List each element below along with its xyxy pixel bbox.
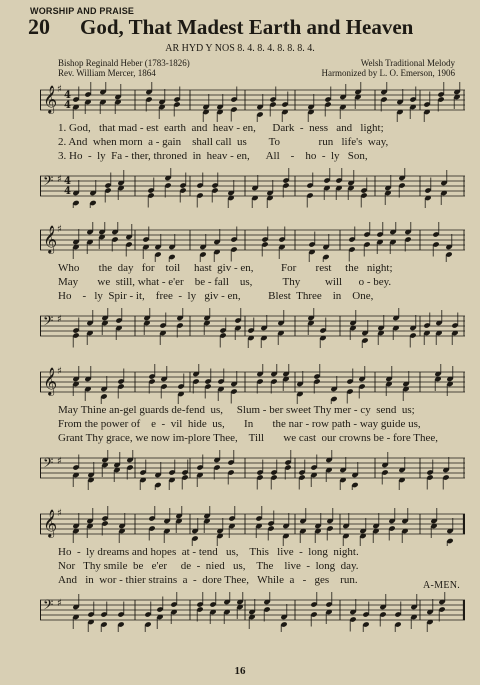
svg-text:4: 4 [64,100,71,111]
svg-text:𝄞: 𝄞 [43,367,58,395]
lyric-line: May Thine an-gel guards de-fend us, Slum - ber sweet Thy mer - cy send us; [58,404,415,416]
svg-text:𝄞: 𝄞 [43,85,58,113]
bass-staff-3 [40,450,465,490]
tune-line: AR HYD Y NOS 8. 4. 8. 4. 8. 8. 8. 4. [165,43,315,54]
lyric-line: Who the day for toil hast giv - en, For rest the night; [58,262,393,274]
svg-text:𝄞: 𝄞 [43,509,58,537]
lyric-line: Nor Thy smile be e'er de - nied us, The live - long day. [58,560,359,572]
svg-text:♯: ♯ [57,366,62,377]
translator-credit: Rev. William Mercer, 1864 [58,68,156,78]
svg-text:𝄢: 𝄢 [43,455,54,474]
treble-staff-2 [40,222,465,262]
lyric-line: 3. Ho - ly Fa - ther, throned in heav - en, All - ho - ly Son, [58,150,368,162]
svg-text:♯: ♯ [57,456,62,467]
svg-text:4: 4 [64,186,71,197]
bass-staff-1 [40,168,465,208]
lyric-line: Ho - ly Spir - it, free - ly giv - en, Blest Three in One, [58,290,374,302]
hymn-title: God, That Madest Earth and Heaven [80,15,414,39]
svg-text:♯: ♯ [57,174,62,185]
page-number: 16 [234,665,246,677]
svg-text:4: 4 [64,176,71,187]
lyric-line: And in wor - thier strains a - dore Thee, While a - ges run. [58,574,358,586]
svg-text:♯: ♯ [57,598,62,609]
svg-text:♯: ♯ [57,314,62,325]
lyric-line: From the power of e - vil hide us, In the nar - row path - way guide us, [58,418,421,430]
svg-text:♯: ♯ [57,224,62,235]
lyric-line: 2. And when morn a - gain shall call us To run life's way, [58,136,389,148]
svg-text:𝄢: 𝄢 [43,313,54,332]
svg-text:4: 4 [64,90,71,101]
svg-text:𝄢: 𝄢 [43,173,54,192]
harmony-credit: Harmonized by L. O. Emerson, 1906 [321,68,455,78]
lyric-line: May we still, what - e'er be - fall us, Thy will o - bey. [58,276,392,288]
melody-credit: Welsh Traditional Melody [360,58,455,68]
amen-label: A-MEN. [423,580,461,591]
bass-staff-2 [40,308,465,348]
treble-staff-3 [40,364,465,404]
svg-text:𝄢: 𝄢 [43,597,54,616]
lyric-line: Ho - ly dreams and hopes at - tend us, This live - long night. [58,546,359,558]
svg-text:♯: ♯ [57,84,62,95]
bass-staff-4 [40,592,465,632]
lyric-line: 1. God, that mad - est earth and heav - en, Dark - ness and light; [58,122,384,134]
treble-staff-4 [40,506,465,546]
lyric-line: Grant Thy grace, we now im-plore Thee, Till we cast our crowns be - fore Thee, [58,432,439,444]
author-credit: Bishop Reginald Heber (1783-1826) [58,58,190,68]
svg-text:𝄞: 𝄞 [43,225,58,253]
svg-text:♯: ♯ [57,508,62,519]
treble-staff-1 [40,82,465,122]
hymn-number: 20 [28,14,50,39]
section-heading: WORSHIP AND PRAISE [30,6,135,16]
